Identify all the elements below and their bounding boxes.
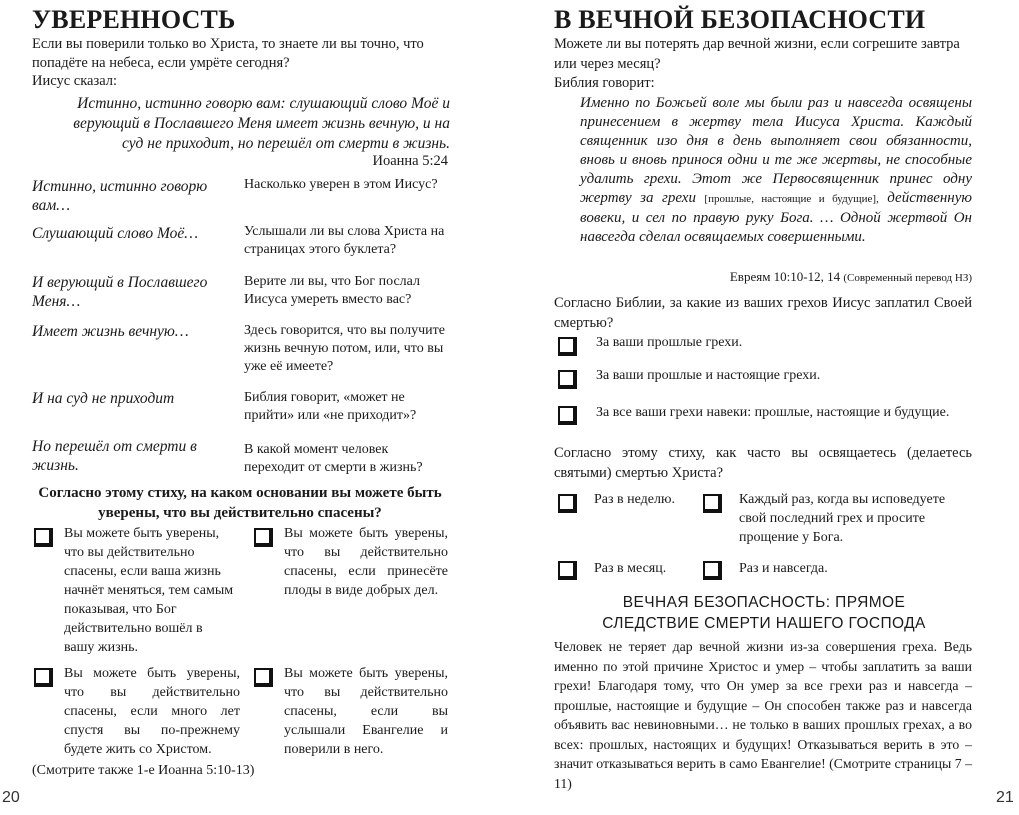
q2-option-4: Раз и навсегда. <box>739 561 828 576</box>
subtitle-line-2: СЛЕДСТВИЕ СМЕРТИ НАШЕГО ГОСПОДА <box>602 615 926 632</box>
table-phrase-4: Имеет жизнь вечную… <box>32 323 189 340</box>
option-checkbox-2[interactable] <box>254 528 273 547</box>
q1-option-3: За все ваши грехи навеки: прошлые, настоящие и будущие. <box>596 405 950 420</box>
table-phrase-3: И верующий в Пославшего Меня… <box>32 274 208 310</box>
option-checkbox-4[interactable] <box>254 668 273 687</box>
john-quote: Истинно, истинно говорю вам: слушающий слово Моё и верующий в Пославшего Меня имеет жизнь вечную, и на суд не приходит, но перешёл от смерти в жизнь. <box>73 95 450 152</box>
q2-checkbox-4[interactable] <box>703 561 722 580</box>
table-phrase-5: И на суд не приходит <box>32 390 175 407</box>
hebrews-ref: Евреям 10:10-12, 14 <box>729 269 841 284</box>
left-intro-1: Если вы поверили только во Христа, то знаете ли вы точно, что <box>32 36 424 52</box>
john-quote-ref: Иоанна 5:24 <box>372 153 448 169</box>
hebrews-quote-bracket: [прошлые, настоящие и будущие], <box>704 193 879 205</box>
q2-checkbox-3[interactable] <box>558 561 577 580</box>
q1-checkbox-2[interactable] <box>558 370 577 389</box>
option-text-3: Вы можете быть уверены, что вы действительно спасены, если много лет спустя вы по-прежнему будете жить со Христом. <box>64 666 240 757</box>
option-text-4: Вы можете быть уверены, что вы действительно спасены, если вы услышали Евангелие и поверили в него. <box>284 666 448 757</box>
table-phrase-2: Слушающий слово Моё… <box>32 225 199 242</box>
q1-checkbox-1[interactable] <box>558 337 577 356</box>
table-question-5: Библия говорит, «может не прийти» или «не приходит»? <box>244 390 417 423</box>
left-title: УВЕРЕННОСТЬ <box>32 5 236 34</box>
bible-says: Библия говорит: <box>554 75 655 91</box>
right-intro: Можете ли вы потерять дар вечной жизни, если согрешите завтра или через месяц? <box>554 36 960 72</box>
table-phrase-6: Но перешёл от смерти в жизнь. <box>32 438 197 474</box>
q2-checkbox-2[interactable] <box>703 494 722 513</box>
q1-option-2: За ваши прошлые и настоящие грехи. <box>596 368 821 383</box>
subtitle-line-1: ВЕЧНАЯ БЕЗОПАСНОСТЬ: ПРЯМОЕ <box>622 594 906 611</box>
q2-option-1: Раз в неделю. <box>594 492 675 507</box>
table-phrase-1: Истинно, истинно говорю вам… <box>32 178 208 214</box>
table-question-6: В какой момент человек переходит от смерти в жизнь? <box>244 442 423 475</box>
option-text-2: Вы можете быть уверены, что вы действительно спасены, если принесёте плоды в виде добрых дел. <box>284 526 448 598</box>
right-title: В ВЕЧНОЙ БЕЗОПАСНОСТИ <box>554 5 926 34</box>
hebrews-quote-ref <box>560 269 972 286</box>
q1-option-1: За ваши прошлые грехи. <box>596 335 743 350</box>
question-2: Согласно этому стиху, как часто вы освящаетесь (делаетесь святыми) смертью Христа? <box>554 445 972 481</box>
left-intro-2: попадёте на небеса, если умрёте сегодня? <box>32 55 290 71</box>
page-number-right: 21 <box>996 789 1014 806</box>
table-question-2: Услышали ли вы слова Христа на страницах этого буклета? <box>244 224 445 257</box>
q2-option-2: Каждый раз, когда вы исповедуете свой последний грех и просите прощение у Бога. <box>739 492 946 545</box>
hebrews-quote <box>580 94 972 247</box>
q1-checkbox-3[interactable] <box>558 406 577 425</box>
question-1: Согласно Библии, за какие из ваших грехов Иисус заплатил Своей смертью? <box>554 295 972 331</box>
q2-option-3: Раз в месяц. <box>594 561 667 576</box>
q2-checkbox-1[interactable] <box>558 494 577 513</box>
page-number-left: 20 <box>2 789 20 806</box>
hebrews-ref-note: (Современный перевод НЗ) <box>843 272 972 284</box>
table-question-4: Здесь говорится, что вы получите жизнь вечную потом, или, что вы уже её имеете? <box>244 323 445 374</box>
table-question-3: Верите ли вы, что Бог послал Иисуса умереть вместо вас? <box>244 274 420 307</box>
left-bold-question: Согласно этому стиху, на каком основании вы можете быть уверены, что вы действительно спасены? <box>38 485 442 521</box>
option-checkbox-1[interactable] <box>34 528 53 547</box>
option-text-1: Вы можете быть уверены, что вы действительно спасены, если ваша жизнь начнёт меняться, тем самым показывая, что Бог действительно вошёл в вашу жизнь. <box>64 526 234 655</box>
option-checkbox-3[interactable] <box>34 668 53 687</box>
hebrews-quote-part-a: Именно по Божьей воле мы были раз и навсегда освящены принесением в жертву тела Иисуса Христа. Каждый священник изо дня в день выполняет свои обязанности, вновь и вновь принося одни и те же жертвы, не способные удалить грехи. Этот же Первосвященник принес одну жертву за грехи <box>580 95 972 206</box>
see-also-note: (Смотрите также 1-е Иоанна 5:10-13) <box>32 763 255 778</box>
hebrews-quote-part-b: действенную вовеки, и сел по правую руку Бога. … Одной жертвой Он навсегда сделал освящаемых совершенными. <box>580 190 972 245</box>
closing-paragraph: Человек не теряет дар вечной жизни из-за совершения греха. Ведь именно по этой причине Христос и умер – чтобы заплатить за ваши грехи! Благодаря тому, что Он умер за все грехи раз и навсегда – прошлые, настоящие и будущие – Он способен также раз и навсегда объявить вас невиновными… не только в ваших прошлых грехах, а во всех: прошлых, настоящих и будущих! Отказываться верить в это – значит отказываться верить в само Евангелие! (Смотрите страницы 7 – 11) <box>554 639 972 791</box>
left-intro-3: Иисус сказал: <box>32 73 118 89</box>
table-question-1: Насколько уверен в этом Иисус? <box>244 177 438 192</box>
